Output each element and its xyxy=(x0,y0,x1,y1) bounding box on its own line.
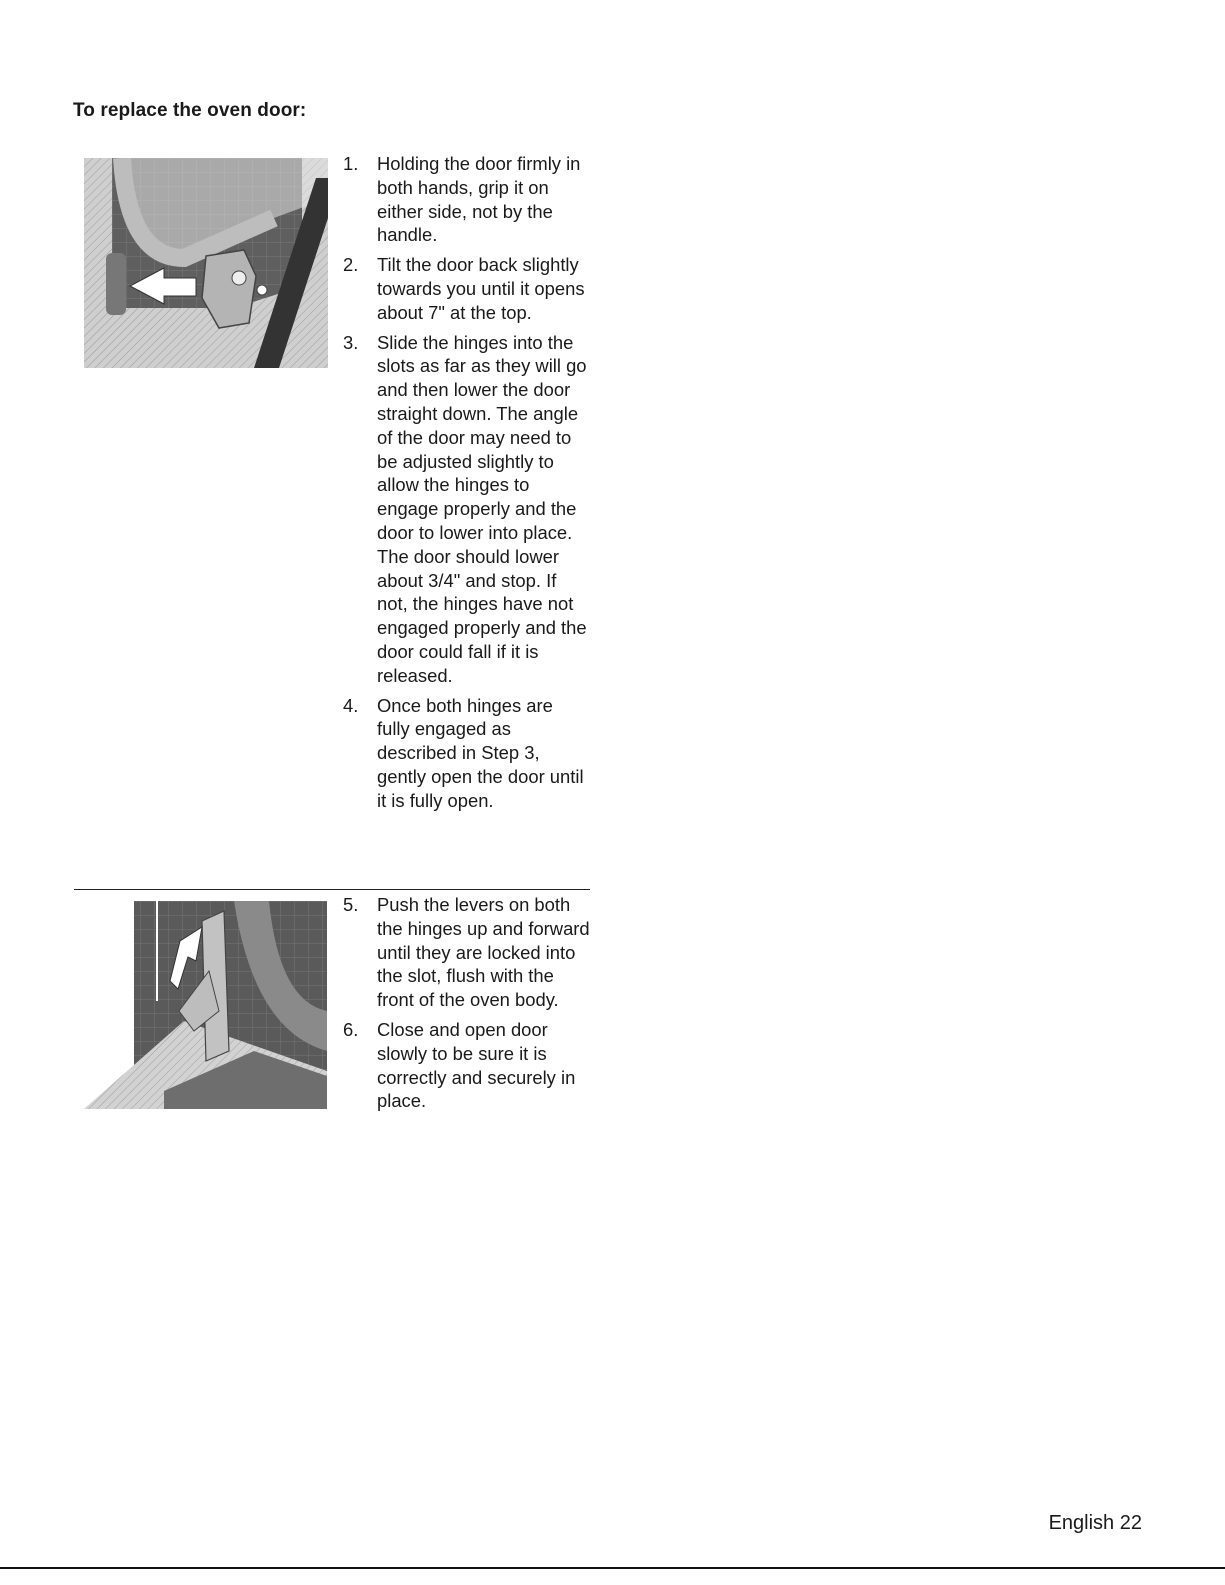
steps-list-a xyxy=(340,152,590,819)
hinge-insert-illustration xyxy=(84,158,328,368)
step-number: 6. xyxy=(343,1018,359,1040)
page-number: 22 xyxy=(1119,1512,1142,1534)
step-text: Once both hinges are fully engaged as described in Step 3, gently open the door until it is fully open. xyxy=(377,694,584,811)
step-number: 5. xyxy=(343,894,359,915)
bottom-rule xyxy=(0,1567,1225,1569)
step-text: Push the levers on both the hinges up and forward until they are locked into the slot, flush with the front of the oven body. xyxy=(377,894,590,1011)
section-divider xyxy=(74,889,590,890)
step-5 xyxy=(340,893,590,1012)
step-text: Slide the hinges into the slots as far as they will go and then lower the door straight down. The angle of the door may need to be adjusted slightly to allow the hinges to engage properly and the door to lower into place. The door should lower about 3/4" and stop. If not, the hinges have not engaged properly and the door could fall if it is released. xyxy=(377,331,587,686)
step-number: 1. xyxy=(343,153,359,174)
step-4 xyxy=(340,694,590,813)
steps-list-b xyxy=(340,893,590,1119)
step-3 xyxy=(340,331,590,688)
step-6 xyxy=(340,1018,590,1113)
hinge-lever-illustration xyxy=(84,901,327,1109)
step-number: 2. xyxy=(343,254,359,276)
page-heading: To replace the oven door: xyxy=(73,100,307,121)
step-text: Tilt the door back slightly towards you until it opens about 7" at the top. xyxy=(377,254,585,323)
step-number: 4. xyxy=(343,694,359,716)
step-1 xyxy=(340,152,590,247)
step-text: Holding the door firmly in both hands, grip it on either side, not by the handle. xyxy=(377,153,581,246)
footer-language: English xyxy=(1048,1512,1115,1534)
step-number: 3. xyxy=(343,331,359,353)
step-2 xyxy=(340,253,590,324)
page-footer xyxy=(1049,1512,1142,1535)
step-text: Close and open door slowly to be sure it is correctly and securely in place. xyxy=(377,1018,576,1112)
